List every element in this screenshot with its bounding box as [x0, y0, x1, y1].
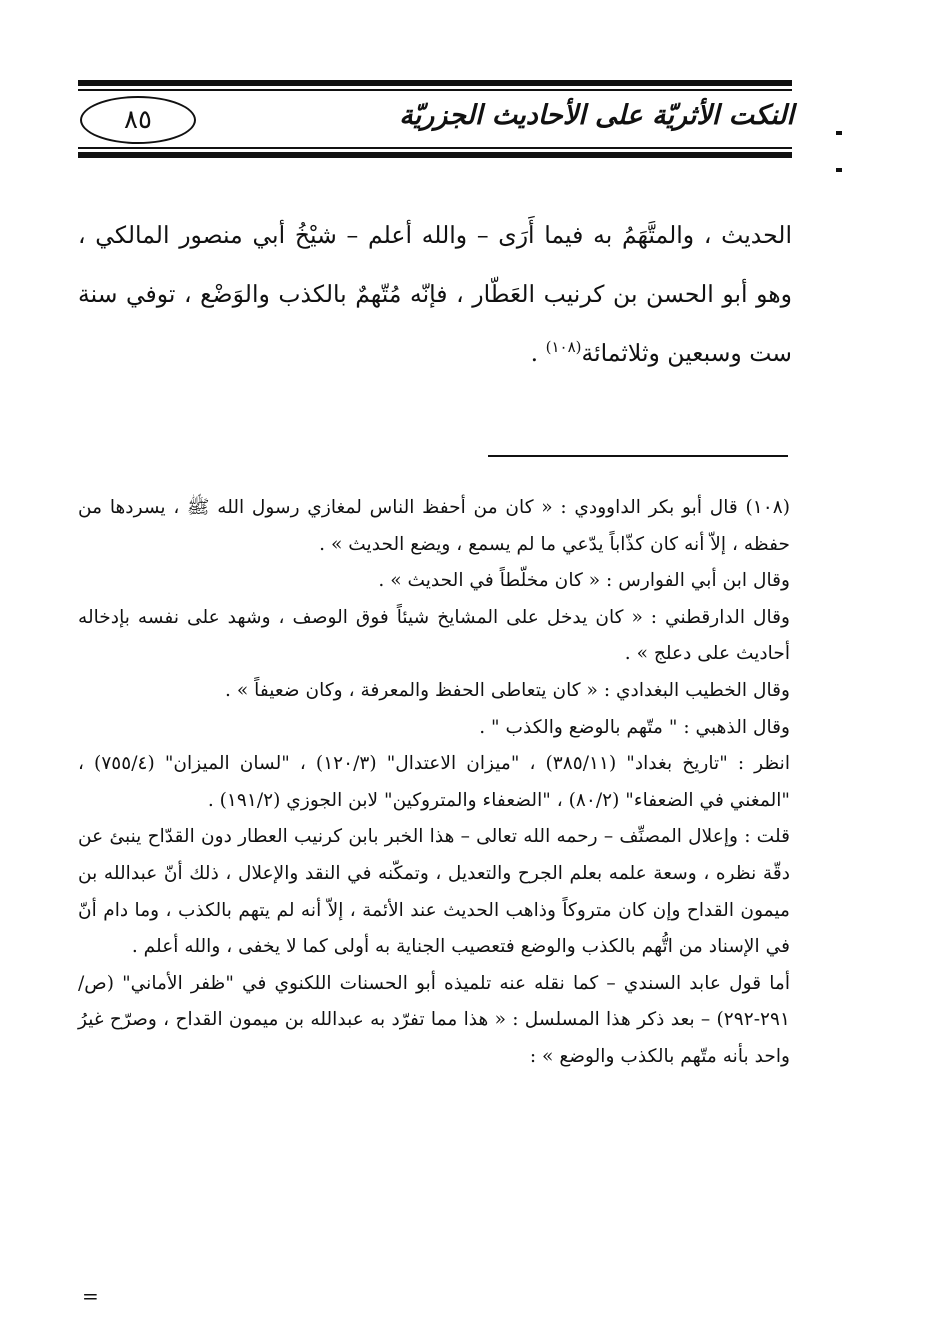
header-top-rule — [78, 80, 792, 86]
main-paragraph — [78, 206, 792, 383]
footnotes — [78, 490, 790, 1076]
footnote-line: وقال ابن أبي الفوارس : « كان مخلّطاً في الحديث » . — [378, 570, 790, 592]
footnote-line: أما قول عابد السندي – كما نقله عنه تلميذه أبو الحسنات اللكنوي في "ظفر الأماني" (ص/٢٩١-٢٩٢) – بعد ذكر هذا المسلسل : « هذا مما تفرّد به عبدالله بن ميمون القداح ، وصرّح غيرُ واحد بأنه متّهم بالكذب والوضع » : — [78, 972, 790, 1067]
main-text — [78, 206, 792, 383]
main-paragraph-end: . — [530, 339, 539, 367]
footnote-reference: (١٠٨) — [545, 338, 582, 357]
footnote-line: انظر : "تاريخ بغداد" (٣٨٥/١١) ، "ميزان الاعتدال" (١٢٠/٣) ، "لسان الميزان" (٧٥٥/٤) ، "المغني في الضعفاء" (٨٠/٢) ، "الضعفاء والمتروكين" لابن الجوزي (١٩١/٢) . — [78, 753, 790, 811]
footnote-line: (١٠٨) قال أبو بكر الداوودي : « كان من أحفظ الناس لمغازي رسول الله ﷺ ، يسردها من حفظه ، إلاّ أنه كان كذّاباً يدّعي ما لم يسمع ، ويضع الحديث » . — [78, 497, 790, 555]
footnote-line: وقال الذهبي : " متّهم بالوضع والكذب " . — [479, 716, 790, 738]
footnote-line: وقال الدارقطني : « كان يدخل على المشايخ شيئاً فوق الوصف ، وشهد على نفسه بإدخاله أحاديث على دعلج » . — [78, 606, 790, 665]
running-title: النكت الأثريّة على الأحاديث الجزريّة — [399, 100, 794, 131]
margin-mark-top — [836, 131, 842, 135]
page-number-text: ٨٥ — [124, 105, 152, 135]
header-bottom-rule — [78, 152, 792, 158]
page-number — [80, 96, 196, 144]
footnote-line: قلت : وإعلال المصنِّف – رحمه الله تعالى – هذا الخبر بابن كرنيب العطار دون القدّاح ينبئ عن دقّة نظره ، وسعة علمه بعلم الجرح والتعديل ، وتمكّنه في النقد والإعلال ، ذلك أنّ عبدالله بن ميمون القداح وإن كان متروكاً وذاهب الحديث عند الأئمة ، إلاّ أنه لم يتهم بالكذب ، وما دام أنّ في الإسناد من اتُّهم بالكذب والوضع فتعصيب الجناية به أولى كما لا يخفى ، والله أعلم . — [78, 826, 790, 958]
main-paragraph-text: الحديث ، والمتَّهَمُ به فيما أَرَى – والله أعلم – شيْخُ أبي منصور المالكي ، وهو أبو الحسن بن كرنيب العَطّار ، فإنّه مُتّهمٌ بالكذب والوَضْع ، توفي سنة ست وسبعين وثلاثمائة — [78, 221, 792, 367]
continuation-mark: = — [82, 1284, 99, 1308]
margin-mark-second — [836, 168, 842, 172]
header-top-thin-rule — [78, 89, 792, 91]
header-bottom-thin-rule — [78, 147, 792, 149]
footnote-line: وقال الخطيب البغدادي : « كان يتعاطى الحفظ والمعرفة ، وكان ضعيفاً » . — [225, 679, 790, 701]
footnote-separator — [488, 455, 788, 457]
